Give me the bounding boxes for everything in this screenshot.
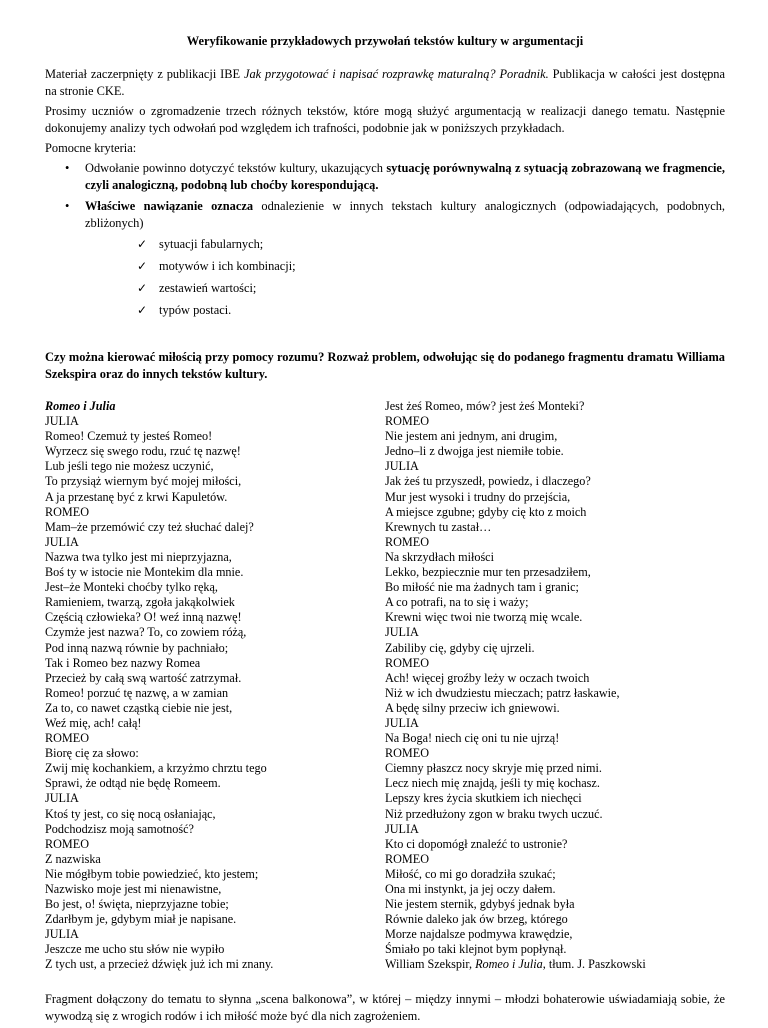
verse-line: Weź mię, ach! całą! bbox=[45, 715, 142, 730]
verse-line: Jeszcze me ucho stu słów nie wypiło bbox=[45, 942, 225, 957]
check-label: typów postaci. bbox=[159, 303, 232, 317]
verse-line: Morze najdalsze podmywa krawędzie, bbox=[385, 927, 573, 942]
checkmark-icon: ✓ bbox=[137, 281, 148, 295]
verse-line: Z tych ust, a przecież dźwięk już ich mi znany. bbox=[45, 957, 274, 972]
criteria-item-1 bbox=[45, 160, 725, 194]
check-label: zestawień wartości; bbox=[159, 281, 257, 295]
verse-line: ROMEO bbox=[45, 504, 90, 519]
verse-line: Za to, co nawet cząstką ciebie nie jest, bbox=[45, 700, 233, 715]
excerpt-left-column bbox=[45, 399, 385, 973]
verse-line: Na skrzydłach miłości bbox=[385, 549, 494, 564]
intro-paragraph-task: Prosimy uczniów o zgromadzenie trzech różnych tekstów, które mogą służyć argumentacją w realizacji danego tematu. Następnie dokonujemy analizy tych odwołań pod względem ich trafności, podobnie jak w poniższych przykładach. bbox=[45, 104, 725, 135]
verse-line: Nazwa twa tylko jest mi nieprzyjazna, bbox=[45, 549, 232, 564]
verse-line: ROMEO bbox=[45, 836, 90, 851]
verse-line: Lecz niech mię znajdą, jeśli ty mię kochasz. bbox=[385, 776, 600, 791]
verse-line: Jest żeś Romeo, mów? jest żeś Monteki? bbox=[385, 399, 585, 413]
document-page bbox=[45, 34, 725, 1028]
criteria-emphasis: sytuację porównywalną z sytuacją zobrazowaną we fragmencie, czyli analogiczną, podobną lub choćby korespondującą. bbox=[85, 161, 725, 192]
verse-line: Boś ty w istocie nie Montekim dla mnie. bbox=[45, 565, 244, 580]
verse-line: A co potrafi, na to się i waży; bbox=[385, 595, 529, 610]
intro-text: Materiał zaczerpnięty z publikacji IBE bbox=[45, 67, 244, 81]
attribution-translator: , tłum. J. Paszkowski bbox=[542, 957, 646, 972]
verse-line: Zdarłbym je, gdybym miał je napisane. bbox=[45, 912, 237, 927]
check-item bbox=[85, 280, 725, 297]
verse-line: ROMEO bbox=[385, 534, 430, 549]
verse-line: JULIA bbox=[45, 534, 79, 549]
attribution-author: William Szekspir, bbox=[385, 957, 476, 972]
verse-line: JULIA bbox=[385, 459, 419, 474]
attribution-title: Romeo i Julia bbox=[475, 957, 543, 972]
criteria-heading: Pomocne kryteria: bbox=[45, 141, 137, 155]
verse-line: ROMEO bbox=[385, 655, 430, 670]
verse-line: Nie jestem sternik, gdybyś jednak była bbox=[385, 897, 575, 912]
verse-line: Pod inną nazwą równie by pachniało; bbox=[45, 640, 229, 655]
verse-line: JULIA bbox=[385, 625, 419, 640]
play-title: Romeo i Julia bbox=[45, 399, 116, 413]
verse-line: Przecież by całą swą wartość zatrzymał. bbox=[45, 670, 242, 685]
verse-line: A ja przestanę być z krwi Kapuletów. bbox=[45, 489, 228, 504]
verse-line: Nie jestem ani jednym, ani drugim, bbox=[385, 429, 558, 444]
check-item bbox=[85, 258, 725, 275]
verse-line: Nie mógłbym tobie powiedzieć, kto jestem; bbox=[45, 866, 259, 881]
verse-line: Ach! więcej groźby leży w oczach twoich bbox=[385, 670, 590, 685]
check-item bbox=[85, 302, 725, 319]
bullet-icon: • bbox=[65, 161, 70, 175]
excerpt-right-column bbox=[385, 399, 725, 973]
verse-line: Jedno–li z dwojga jest niemiłe tobie. bbox=[385, 444, 564, 459]
verse-line: Sprawi, że odtąd nie będę Romeem. bbox=[45, 776, 221, 791]
verse-line: A będę silny przeciw ich gniewowi. bbox=[385, 700, 560, 715]
verse-line: Miłość, co mi go doradziła szukać; bbox=[385, 866, 556, 881]
footer-note: Fragment dołączony do tematu to słynna „scena balkonowa”, w której – między innymi – młodzi bohaterowie uświadamiają sobie, że wywodzą się z wrogich rodów i ich miłość może być dla nich zagrożeniem. bbox=[45, 991, 725, 1023]
play-excerpt bbox=[45, 399, 725, 973]
verse-line: To przysiąż wiernym być mojej miłości, bbox=[45, 474, 242, 489]
verse-line: Zwij mię kochankiem, a krzyżmo chrztu tego bbox=[45, 761, 267, 776]
verse-line: Nazwisko moje jest mi nienawistne, bbox=[45, 882, 222, 896]
verse-line: Ramieniem, twarzą, zgoła jakąkolwiek bbox=[45, 595, 235, 610]
intro-paragraph-source bbox=[45, 66, 725, 100]
criteria-emphasis: Właściwe nawiązanie oznacza bbox=[85, 199, 254, 213]
publication-title: Jak przygotować i napisać rozprawkę maturalną? Poradnik. bbox=[243, 67, 549, 81]
verse-line: Czymże jest nazwa? To, co zowiem różą, bbox=[45, 625, 247, 640]
verse-line: Zabiliby cię, gdyby cię ujrzeli. bbox=[385, 640, 535, 655]
verse-line: Kto ci dopomógł znaleźć to ustronie? bbox=[385, 836, 568, 851]
verse-line: Ciemny płaszcz nocy skryje mię przed nimi. bbox=[385, 761, 602, 776]
check-label: motywów i ich kombinacji; bbox=[159, 259, 296, 273]
verse-line: Niż przedłużony zgon w braku twych uczuć. bbox=[385, 806, 603, 821]
check-label: sytuacji fabularnych; bbox=[159, 237, 264, 251]
attribution bbox=[385, 957, 725, 972]
verse-line: Lekko, bezpiecznie mur ten przesadziłem, bbox=[385, 565, 591, 580]
verse-line: Jak żeś tu przyszedł, powiedz, i dlaczego? bbox=[385, 474, 591, 489]
verse-line: JULIA bbox=[45, 791, 79, 806]
verse-line: JULIA bbox=[385, 821, 419, 836]
verse-line: Na Boga! niech cię oni tu nie ujrzą! bbox=[385, 731, 560, 746]
verse-line: A miejsce zgubne; gdyby cię kto z moich bbox=[385, 504, 587, 519]
verse-line: Śmiało po taki klejnot bym popłynął. bbox=[385, 942, 567, 957]
verse-line: Podchodzisz moją samotność? bbox=[45, 821, 194, 836]
verse-line: Jest–że Monteki choćby tylko ręką, bbox=[45, 580, 218, 595]
checklist bbox=[85, 236, 725, 319]
verse-line: Krewnych tu zastał… bbox=[385, 519, 492, 534]
check-item bbox=[85, 236, 725, 253]
verse-line: Bo miłość nie ma żadnych tam i granic; bbox=[385, 580, 579, 595]
criteria-text: Odwołanie powinno dotyczyć tekstów kultury, ukazujących bbox=[85, 161, 387, 175]
verse-line: Lub jeśli tego nie możesz uczynić, bbox=[45, 459, 214, 474]
verse-line: Biorę cię za słowo: bbox=[45, 746, 139, 761]
verse-line: JULIA bbox=[45, 927, 79, 942]
verse-line: Mur jest wysoki i trudny do przejścia, bbox=[385, 489, 571, 504]
bullet-icon: • bbox=[65, 199, 70, 213]
criteria-text: odnalezienie w innych tekstach kultury analogicznych (odpowiadających, podobnych, zbliżonych) bbox=[85, 199, 725, 230]
checkmark-icon: ✓ bbox=[137, 237, 148, 251]
verse-line: ROMEO bbox=[385, 746, 430, 761]
verse-line: Romeo! porzuć tę nazwę, a w zamian bbox=[45, 685, 229, 700]
checkmark-icon: ✓ bbox=[137, 303, 148, 317]
verse-line: JULIA bbox=[385, 715, 419, 730]
verse-line: Częścią człowieka? O! weź inną nazwę! bbox=[45, 610, 242, 625]
verse-line: Romeo! Czemuż ty jesteś Romeo! bbox=[45, 429, 213, 444]
verse-line: Tak i Romeo bez nazwy Romea bbox=[45, 655, 201, 670]
essay-question: Czy można kierować miłością przy pomocy rozumu? Rozważ problem, odwołując się do podanego fragmentu dramatu Williama Szekspira oraz do innych tekstów kultury. bbox=[45, 350, 725, 381]
intro-text-end: Publikacja w całości jest dostępna na stronie CKE. bbox=[45, 67, 725, 98]
criteria-item-2 bbox=[45, 198, 725, 319]
verse-line: Wyrzecz się swego rodu, rzuć tę nazwę! bbox=[45, 444, 241, 459]
page-title: Weryfikowanie przykładowych przywołań tekstów kultury w argumentacji bbox=[186, 34, 584, 48]
verse-line: Bo jest, o! święta, nieprzyjazne tobie; bbox=[45, 897, 229, 912]
verse-line: Ktoś ty jest, co się nocą osłaniając, bbox=[45, 806, 216, 821]
verse-line: Mam–że przemówić czy też słuchać dalej? bbox=[45, 519, 254, 534]
verse-line: Krewni więc twoi nie tworzą mię wcale. bbox=[385, 610, 583, 625]
verse-line: Niż w ich dwudziestu mieczach; patrz łaskawie, bbox=[385, 685, 620, 700]
verse-line: ROMEO bbox=[385, 851, 430, 866]
verse-line: Lepszy kres życia skutkiem ich niechęci bbox=[385, 791, 582, 806]
verse-line: Ona mi instynkt, ja jej oczy dałem. bbox=[385, 882, 556, 896]
checkmark-icon: ✓ bbox=[137, 259, 148, 273]
verse-line: Z nazwiska bbox=[45, 851, 101, 866]
verse-line: JULIA bbox=[45, 414, 79, 429]
verse-line: ROMEO bbox=[45, 731, 90, 746]
criteria-list bbox=[45, 160, 725, 319]
verse-line: Równie daleko jak ów brzeg, którego bbox=[385, 912, 568, 927]
verse-line: ROMEO bbox=[385, 414, 430, 429]
